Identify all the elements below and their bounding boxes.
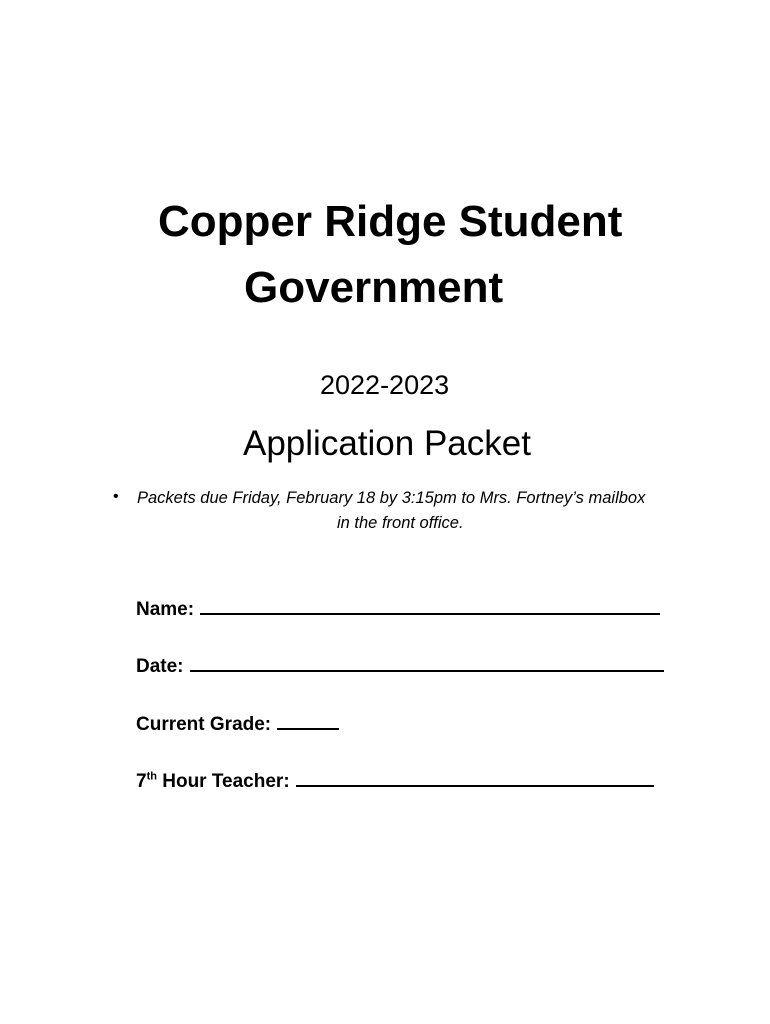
current-grade-label: Current Grade: (136, 714, 272, 735)
date-label: Date: (136, 656, 184, 677)
date-blank-line[interactable] (190, 652, 664, 672)
name-label: Name: (136, 599, 195, 620)
current-grade-field (136, 710, 339, 737)
teacher-field (136, 767, 654, 794)
teacher-blank-line[interactable] (296, 767, 654, 787)
bullet-icon: • (113, 488, 119, 505)
teacher-label-number: 7 (136, 771, 147, 792)
current-grade-blank-line[interactable] (277, 710, 339, 730)
name-blank-line[interactable] (200, 595, 660, 615)
teacher-label: Hour Teacher: (156, 771, 290, 792)
document-title-line-2: Government (244, 263, 504, 312)
packet-title: Application Packet (243, 424, 531, 463)
name-field (136, 595, 660, 622)
due-date-note-line-2: in the front office. (337, 514, 464, 532)
teacher-label-ordinal: th (146, 770, 157, 783)
document-title-line-1: Copper Ridge Student (158, 197, 623, 246)
due-date-note-line-1: Packets due Friday, February 18 by 3:15pm to Mrs. Fortney’s mailbox (137, 489, 646, 507)
school-year: 2022-2023 (320, 370, 450, 400)
date-field (136, 652, 664, 679)
